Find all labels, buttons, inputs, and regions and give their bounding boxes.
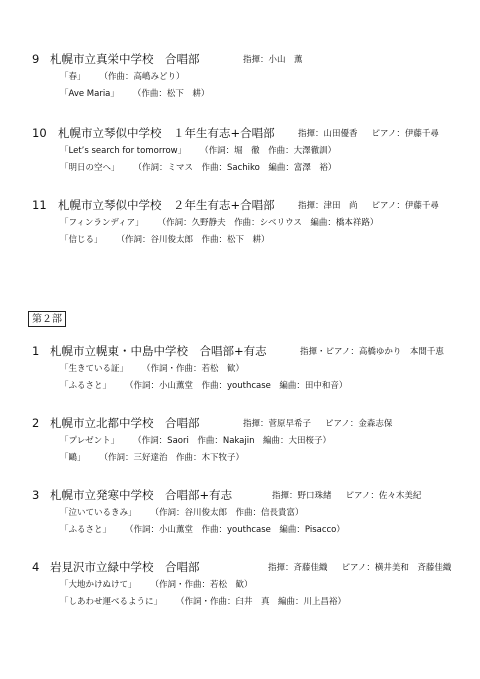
- part-2-label: 第２部: [28, 311, 66, 327]
- staff-credit: ピアノ：伊藤千尋: [371, 201, 439, 211]
- entry-number: 11: [32, 198, 47, 212]
- song-credit: （作詞：堀 徹 作曲：大澤徹訓）: [200, 146, 337, 156]
- conductor-pianist: [272, 489, 421, 503]
- song-credit: （作詞：谷川俊太郎 作曲：信長貴富）: [150, 508, 304, 518]
- program-entry: [0, 197, 480, 245]
- song-credit: （作詞：ミマス 作曲：Sachiko 編曲：富澤 裕）: [133, 163, 337, 173]
- staff-credit: ピアノ：金森志保: [325, 419, 393, 429]
- song-title: 「春」: [60, 72, 86, 82]
- entry-header: [0, 487, 480, 503]
- song-credit: （作詞：久野静夫 作曲：シベリウス 編曲：橋本祥路）: [157, 218, 379, 228]
- staff-credit: 指揮：野口珠緒: [272, 491, 332, 501]
- conductor-pianist: [243, 417, 392, 431]
- staff-credit: 指揮：津田 尚: [298, 201, 358, 211]
- conductor-pianist: [298, 199, 439, 213]
- song-line: [60, 217, 378, 229]
- song-line: [60, 435, 331, 447]
- conductor-pianist: [298, 127, 439, 141]
- entry-header: [0, 415, 480, 431]
- program-entry: [0, 415, 480, 463]
- song-credit: （作詞：三好達治 作曲：木下牧子）: [99, 453, 245, 463]
- program-entry: [0, 125, 480, 173]
- song-title: 「しあわせ運べるように」: [60, 597, 163, 607]
- school-name: 札幌市立琴似中学校 ２年生有志+合唱部: [58, 198, 275, 212]
- school-name: 札幌市立琴似中学校 １年生有志+合唱部: [58, 126, 275, 140]
- song-line: [60, 579, 253, 591]
- staff-credit: 指揮：菅原早希子: [243, 419, 312, 429]
- staff-credit: 指揮：山田優香: [298, 129, 358, 139]
- song-title: 「ふるさと」: [60, 381, 112, 391]
- school-name: 札幌市立幌東・中島中学校 合唱部+有志: [50, 344, 267, 358]
- song-title: 「プレゼント」: [60, 436, 120, 446]
- song-title: 「Let’s search for tomorrow」: [60, 146, 187, 156]
- song-title: 「信じる」: [60, 235, 103, 245]
- entry-header: [0, 51, 480, 67]
- conductor-pianist: [268, 561, 451, 575]
- staff-credit: 指揮：斉藤佳織: [268, 563, 328, 573]
- conductor-pianist: [243, 53, 303, 67]
- song-line: [60, 507, 304, 519]
- staff-credit: ピアノ：佐々木美紀: [345, 491, 422, 501]
- entry-number: 4: [32, 560, 40, 574]
- conductor-pianist: [300, 345, 444, 359]
- song-title: 「明日の空へ」: [60, 163, 120, 173]
- staff-credit: 指揮：小山 薫: [243, 55, 303, 65]
- song-credit: （作詞・作曲：若松 歓）: [142, 364, 245, 374]
- entry-header: [0, 559, 480, 575]
- entry-header: [0, 343, 480, 359]
- song-title: 「フィンランディア」: [60, 218, 144, 228]
- song-title: 「Ave Maria」: [60, 89, 119, 99]
- song-line: [60, 145, 336, 157]
- song-title: 「大地かけぬけて」: [60, 580, 137, 590]
- song-title: 「ふるさと」: [60, 525, 112, 535]
- entry-number: 1: [32, 344, 40, 358]
- song-line: [60, 234, 270, 246]
- song-credit: （作詞・作曲：臼井 真 編曲：川上昌裕）: [176, 597, 347, 607]
- entry-header: [0, 197, 480, 213]
- school-name: 札幌市立発寒中学校 合唱部+有志: [50, 488, 233, 502]
- song-credit: （作詞：谷川俊太郎 作曲：松下 耕）: [116, 235, 270, 245]
- entry-number: 10: [32, 126, 47, 140]
- song-credit: （作詞：Saori 作曲：Nakajin 編曲：大田桜子）: [133, 436, 331, 446]
- song-line: [60, 88, 209, 100]
- song-title: 「鷗」: [60, 453, 86, 463]
- song-title: 「生きている証」: [60, 364, 129, 374]
- staff-credit: 指揮・ピアノ：高橋ゆかり 本間千恵: [300, 347, 444, 357]
- school-name: 札幌市立北都中学校 合唱部: [50, 416, 200, 430]
- song-line: [60, 162, 336, 174]
- school-name: 岩見沢市立緑中学校 合唱部: [50, 560, 200, 574]
- staff-credit: ピアノ：伊藤千尋: [371, 129, 439, 139]
- entry-header: [0, 125, 480, 141]
- song-line: [60, 452, 244, 464]
- staff-credit: ピアノ：横井美和 斉藤佳織: [341, 563, 452, 573]
- song-line: [60, 363, 244, 375]
- song-credit: （作詞：小山薫堂 作曲：youthcase 編曲：田中和音）: [125, 381, 348, 391]
- entry-number: 9: [32, 52, 40, 66]
- program-entry: [0, 51, 480, 99]
- song-credit: （作曲：松下 耕）: [132, 89, 210, 99]
- song-credit: （作詞・作曲：若松 歓）: [150, 580, 253, 590]
- song-line: [60, 71, 185, 83]
- song-credit: （作詞：小山薫堂 作曲：youthcase 編曲：Pisacco）: [125, 525, 345, 535]
- program-entry: [0, 487, 480, 535]
- song-line: [60, 524, 345, 536]
- entry-number: 2: [32, 416, 40, 430]
- program-entry: [0, 559, 480, 607]
- program-entry: [0, 343, 480, 391]
- song-line: [60, 380, 347, 392]
- entry-number: 3: [32, 488, 40, 502]
- song-title: 「泣いているきみ」: [60, 508, 137, 518]
- song-credit: （作曲：高嶋みどり）: [99, 72, 185, 82]
- song-line: [60, 596, 346, 608]
- school-name: 札幌市立真栄中学校 合唱部: [50, 52, 200, 66]
